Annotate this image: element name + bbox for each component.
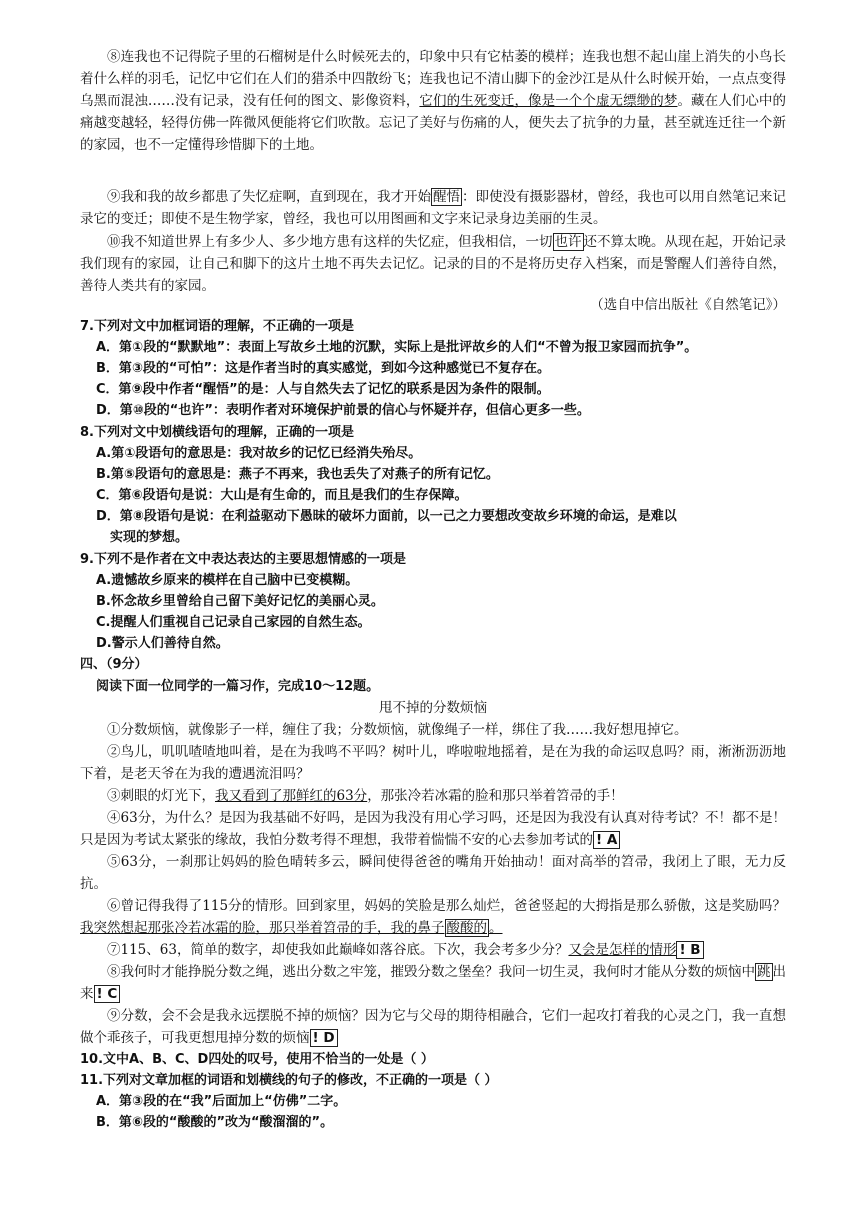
p10-boxed-word: 也许 <box>554 234 582 250</box>
p9-text-b: ：即使没有摄影器材，曾经，我也可以用自然笔记来记录它的变迁；即使不是生物学家，曾经，我也可以用图画和文字来记录身边美丽的生灵。 <box>80 189 786 227</box>
q9-option-c: C.提醒人们重视自己记录自己家园的自然生态。 <box>96 615 371 630</box>
p10-text-a: ⑩我不知道世界上有多少人、多少地方患有这样的失忆症，但我相信，一切 <box>107 234 553 250</box>
essay-title: 甩不掉的分数烦恼 <box>379 700 487 716</box>
p8-text-a: ⑧连我也不记得院子里的石榴树是什么时候死去的，印象中只有它枯萎的模样；连我也想不起山崖上消失的小鸟长着什么样的羽毛，记忆中它们在人们的猎杀中四散纷飞；连我也记不清山脚下的金沙江是从什么时候开始，一点点变得乌黑而混浊……没有记录，没有任何的图文、影像资料， <box>80 49 786 109</box>
q9-option-b: B.怀念故乡里曾给自己留下美好记忆的美丽心灵。 <box>96 594 384 609</box>
section-4-heading: 四、（9分） <box>80 657 148 672</box>
question-9-stem: 9.下列不是作者在文中表达表达的主要思想情感的一项是 <box>80 552 406 567</box>
e6-underlined-1: 我突然想起那张冷若冰霜的脸，那只举着笤帚的手，我的鼻子 <box>80 920 445 936</box>
e6-underlined-2: 。 <box>489 920 503 936</box>
p8-text-b: 。藏在人们心中的痛越变越轻，轻得仿佛一阵微风便能将它们吹散。忘记了美好与伤痛的人，便失去了抗争的力量，甚至就连迁往一个新的家园，也不一定懂得珍惜脚下的土地。 <box>80 93 787 153</box>
q11-option-b: B．第⑥段的“酸酸的”改为“酸溜溜的”。 <box>96 1115 334 1130</box>
p8-underlined-sentence: 它们的生死变迁，像是一个个虚无缥缈的梦 <box>419 93 678 109</box>
e6-text-a: ⑥曾记得我得了115分的情形。回到家里，妈妈的笑脸是那么灿烂，爸爸竖起的大拇指是那么骄傲，这是奖励吗？ <box>107 898 786 914</box>
q9-option-a: A.遗憾故乡原来的模样在自己脑中已变模糊。 <box>96 573 359 588</box>
passage-paragraph-10 <box>80 231 786 297</box>
q8-option-d-continued: 实现的梦想。 <box>110 530 189 545</box>
q7-option-d: D．第⑩段的“也许”：表明作者对环境保护前景的信心与怀疑并存，但信心更多一些。 <box>96 403 590 418</box>
essay-paragraph-4 <box>80 807 786 851</box>
essay-paragraph-6 <box>80 895 786 939</box>
e3-underlined: 我又看到了那鲜红的63分 <box>215 788 368 804</box>
q9-option-d: D.警示人们善待自然。 <box>96 636 229 651</box>
q7-option-c: C．第⑨段中作者“醒悟”的是：人与自然失去了记忆的联系是因为条件的限制。 <box>96 382 550 397</box>
q11-option-a: A．第③段的在“我”后面加上“仿佛”二字。 <box>96 1094 347 1109</box>
mark-c: ! C <box>94 985 121 1003</box>
passage-source: （选自中信出版社《自然笔记》） <box>590 297 786 313</box>
section-4-intro: 阅读下面一位同学的一篇习作，完成10～12题。 <box>96 679 380 694</box>
essay-paragraph-1: ①分数烦恼，就像影子一样，缠住了我；分数烦恼，就像绳子一样，绑住了我……我好想甩掉它。 <box>107 722 688 738</box>
mark-b: ! B <box>676 941 703 959</box>
p9-text-a: ⑨我和我的故乡都患了失忆症啊，直到现在，我才开始 <box>107 189 431 205</box>
e7-underlined: 又会是怎样的情形 <box>568 942 677 958</box>
mark-d: ! D <box>310 1029 338 1047</box>
q7-option-b: B．第③段的“可怕”：这是作者当时的真实感觉，到如今这种感觉已不复存在。 <box>96 361 551 376</box>
essay-paragraph-2: ②鸟儿，叽叽喳喳地叫着，是在为我鸣不平吗？树叶儿，哗啦啦地摇着，是在为我的命运叹息吗？雨，淅淅沥沥地下着，是老天爷在为我的遭遇流泪吗？ <box>80 744 786 782</box>
q7-option-a: A．第①段的“默默地”：表面上写故乡土地的沉默，实际上是批评故乡的人们“不曾为报卫家园而抗争”。 <box>96 340 698 355</box>
e8-text-b: 出来 <box>80 964 786 1002</box>
e6-boxed-word: 酸酸的 <box>446 920 487 936</box>
e4-text-a: ④63分，为什么？是因为我基础不好吗，是因为我没有用心学习吗，还是因为我没有认真对待考试？不！都不是！只是因为考试太紧张的缘故，我怕分数考得不理想，我带着惴惴不安的心去参加考试的 <box>80 810 786 848</box>
question-8-stem: 8.下列对文中划横线语句的理解，正确的一项是 <box>80 425 354 440</box>
e3-text-a: ③刺眼的灯光下， <box>107 788 215 804</box>
q8-option-b: B.第⑤段语句的意思是：燕子不再来，我也丢失了对燕子的所有记忆。 <box>96 467 499 482</box>
e9-text-a: ⑨分数，会不会是我永远摆脱不掉的烦恼？因为它与父母的期待相融合，它们一起攻打着我的心灵之门，我一直想做个乖孩子，可我更想甩掉分数的烦恼 <box>80 1008 786 1046</box>
q8-option-d: D．第⑧段语句是说：在利益驱动下愚昧的破坏力面前，以一己之力要想改变故乡环境的命运，是难以 <box>96 509 677 524</box>
question-10-stem: 10.文中A、B、C、D四处的叹号，使用不恰当的一处是（ ） <box>80 1052 434 1067</box>
essay-paragraph-3 <box>80 785 786 807</box>
passage-paragraph-8 <box>80 46 786 156</box>
essay-paragraph-8 <box>80 961 786 1005</box>
essay-paragraph-7 <box>80 939 786 961</box>
e8-text-a: ⑧我何时才能挣脱分数之绳，逃出分数之牢笼，摧毁分数之堡垒？我问一切生灵，我何时才能从分数的烦恼中 <box>107 964 755 980</box>
e3-text-b: ，那张冷若冰霜的脸和那只举着笤帚的手！ <box>367 788 624 804</box>
e7-text-a: ⑦115、63，简单的数字，却使我如此巅峰如落谷底。下次，我会考多少分？ <box>107 942 569 958</box>
question-7-stem: 7.下列对文中加框词语的理解，不正确的一项是 <box>80 319 354 334</box>
q8-option-a: A.第①段语句的意思是：我对故乡的记忆已经消失殆尽。 <box>96 446 422 461</box>
e8-boxed-word: 跳 <box>757 964 771 980</box>
p10-text-b: 还不算太晚。从现在起，开始记录我们现有的家园，让自己和脚下的这片土地不再失去记忆。记录的目的不是将历史存入档案，而是警醒人们善待自然，善待人类共有的家园。 <box>80 234 786 294</box>
passage-paragraph-9 <box>80 186 786 230</box>
q8-option-c: C．第⑥段语句是说：大山是有生命的，而且是我们的生存保障。 <box>96 488 468 503</box>
mark-a: ! A <box>593 831 620 849</box>
essay-paragraph-5: ⑤63分，一刹那让妈妈的脸色晴转多云，瞬间使得爸爸的嘴角开始抽动！面对高举的笤帚，我闭上了眼，无力反抗。 <box>80 854 786 892</box>
question-11-stem: 11.下列对文章加框的词语和划横线的句子的修改，不正确的一项是（ ） <box>80 1073 498 1088</box>
p9-boxed-word: 醒悟 <box>433 189 460 205</box>
essay-paragraph-9 <box>80 1005 786 1049</box>
